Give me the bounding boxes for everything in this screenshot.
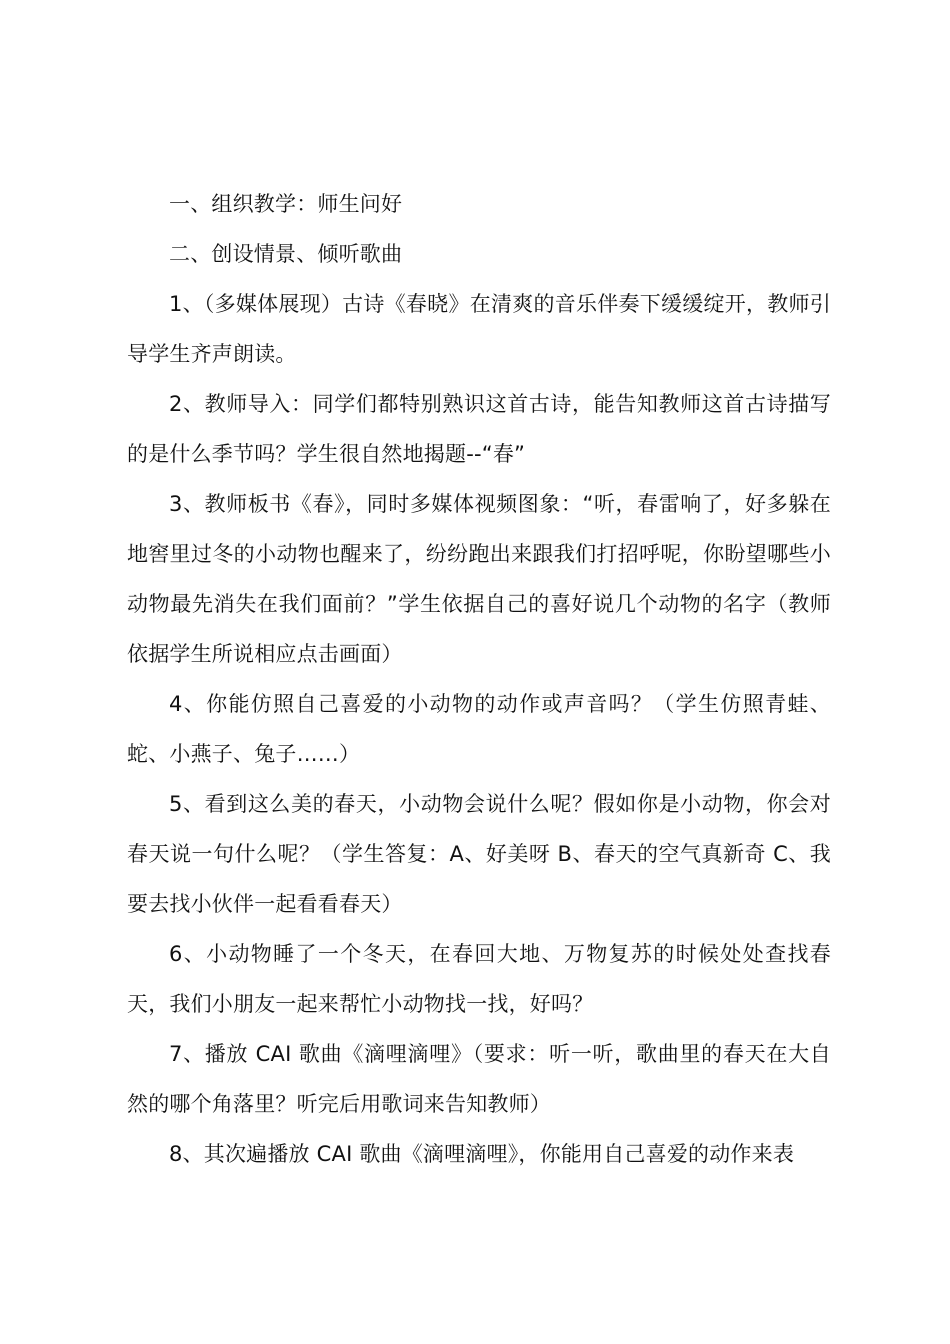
step-8-paragraph: 8、其次遍播放 CAI 歌曲《滴哩滴哩》，你能用自己喜爱的动作来表 bbox=[169, 1142, 795, 1166]
step-4-paragraph: 4、你能仿照自己喜爱的小动物的动作或声音吗？（学生仿照青蛙、蛇、小燕子、兔子……） bbox=[127, 692, 831, 766]
step-3-paragraph: 3、教师板书《春》，同时多媒体视频图象：“听，春雷响了，好多躲在地窖里过冬的小动物也醒来了，纷纷跑出来跟我们打招呼呢，你盼望哪些小动物最先消失在我们面前？”学生依据自己的喜好说几个动物的名字（教师依据学生所说相应点击画面） bbox=[127, 492, 831, 666]
step-1-paragraph: 1、（多媒体展现）古诗《春晓》在清爽的音乐伴奏下缓缓绽开，教师引导学生齐声朗读。 bbox=[127, 292, 831, 366]
step-5-paragraph: 5、看到这么美的春天，小动物会说什么呢？假如你是小动物，你会对春天说一句什么呢？（学生答复：A、好美呀 B、春天的空气真新奇 C、我要去找小伙伴一起看看春天） bbox=[127, 792, 831, 916]
step-6-paragraph: 6、小动物睡了一个冬天，在春回大地、万物复苏的时候处处查找春天，我们小朋友一起来帮忙小动物找一找，好吗？ bbox=[127, 942, 831, 1016]
section-heading-organize: 一、组织教学：师生问好 bbox=[169, 192, 403, 216]
document-page bbox=[127, 179, 831, 1179]
step-7-paragraph: 7、播放 CAI 歌曲《滴哩滴哩》（要求：听一听，歌曲里的春天在大自然的哪个角落里？听完后用歌词来告知教师） bbox=[127, 1042, 831, 1116]
step-2-paragraph: 2、教师导入：同学们都特别熟识这首古诗，能告知教师这首古诗描写的是什么季节吗？学生很自然地揭题--“春” bbox=[127, 392, 831, 466]
section-heading-scene: 二、创设情景、倾听歌曲 bbox=[169, 242, 403, 266]
